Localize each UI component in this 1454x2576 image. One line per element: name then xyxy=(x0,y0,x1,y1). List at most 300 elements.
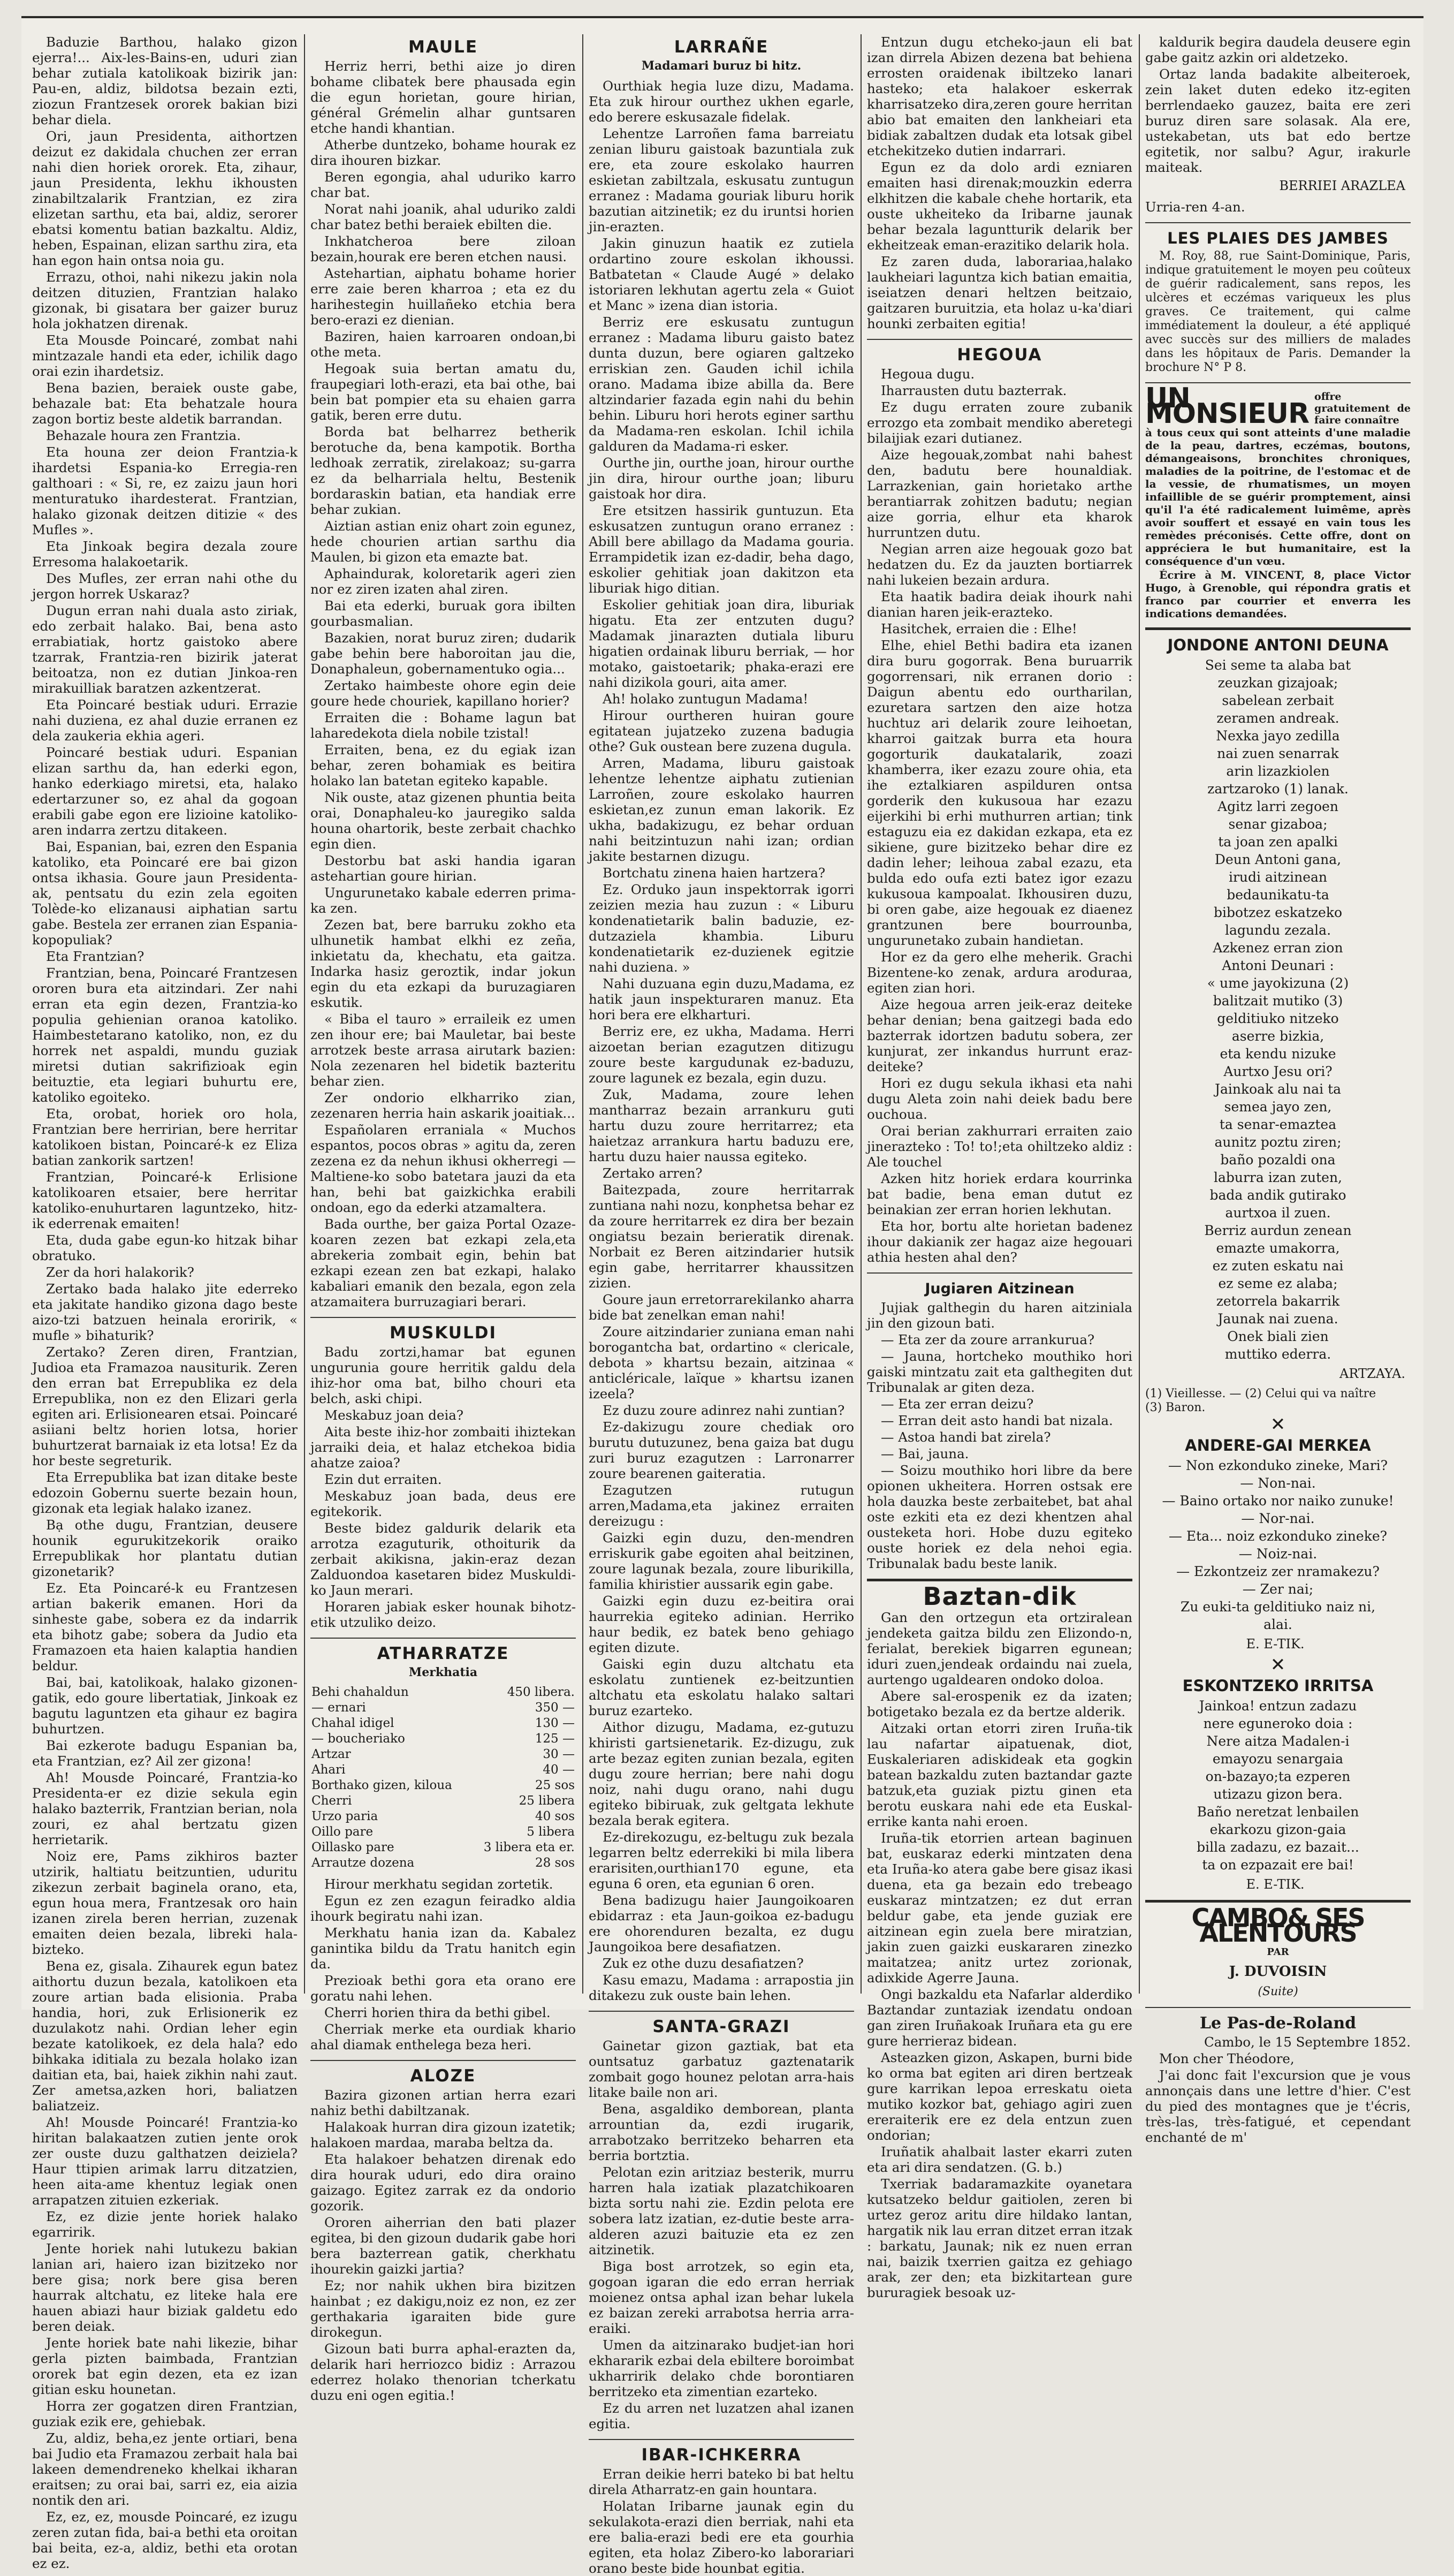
section-title-atharratze: ATHARRATZE xyxy=(377,1644,509,1663)
newspaper-page xyxy=(21,16,1423,2576)
paragraph: Beste bidez galdurik delarik eta arrotza ezaguturik, othoiturik da zerbait akikisna, jakin-eraz dezan Zalduondoa kasetaren bidez Muskuldi-ko Jaun merari. xyxy=(310,1520,576,1598)
ad-text-monsieur: à tous ceux qui sont atteints d'une maladie de la peau, dartres, eczémas, boutons, démangeaisons, bronchites chroniques, maladies de la poitrine, de l'estomac et de la vessie, de rhumatismes, un moyen infaillible de se guérir promptement, ainsi qu'il l'a été radicalement luimême, après avoir souffert et essayé en vain tous les remèdes préconisés. Cette offre, dont on appréciera le but humanitaire, est la conséquence d'un vœu. xyxy=(1145,426,1411,567)
atharratze-article xyxy=(310,1876,576,2052)
poem-jondone xyxy=(1145,656,1411,1363)
poem-title-eskontzeko: ESKONTZEKO IRRITSA xyxy=(1182,1677,1374,1695)
divider xyxy=(1145,627,1411,630)
market-item: — boucheriako xyxy=(311,1732,405,1746)
paragraph: Holatan Iribarne jaunak egin du sekulakota-erazi dien berriak, nahi eta ere balia-erazi bedi ere eta gourhia egiten, eta holaz Zibero-ko laborariari orano beste bide hounbat egitia. xyxy=(589,2498,854,2576)
column-rule xyxy=(582,34,583,1994)
poem-signature: ARTZAYA. xyxy=(1339,1366,1405,1381)
paragraph: Bena, asgaldiko demborean, planta arrountian da, ezdi irugarik, arrabotzako berritzeko beharren eta berria bortztia. xyxy=(589,2101,854,2163)
market-item: Oillasko pare xyxy=(311,1840,394,1854)
paragraph: Zuk ez othe duzu desafiatzen? xyxy=(603,1956,804,1971)
poem-line: utizazu gizon bera. xyxy=(1213,1786,1343,1802)
paragraph: Norat nahi joanik, ahal uduriko zaldi char batez bethi beraiek ebilten die. xyxy=(310,201,576,232)
paragraph: Eta Frantzian? xyxy=(46,949,144,964)
paragraph: Iruña-tik etorrien artean baginuen bat, euskaraz ederki mintzaten dena eta Iruña-ko atera gabe bere gisaz ikasi duena, eta ga bezain edo trebeago euskaraz mintzatzen; ez dut erran beldur gabe, eta jende guziak ere aitzinean egin zuela bere miratzian, jakin zuen gaizki euskararen zinezko maitatzea; anitz urtez zorionak, adixkide Agerre Jauna. xyxy=(867,1830,1132,1986)
poem-eskontzeko xyxy=(1145,1697,1411,1874)
paragraph: Erraiten die : Bohame lagun bat laharedekota diela nobile tzistal! xyxy=(310,710,576,741)
divider xyxy=(589,2011,854,2012)
paragraph: Meskabuz joan bada, deus ere egitekorik. xyxy=(310,1488,576,1519)
poem-line: — Non-nai. xyxy=(1240,1475,1316,1491)
paragraph: Bạ othe dugu, Frantzian, deusere hounik egurukitzekorik oraiko Errepublikak hor plantatu dutian gizonetarik? xyxy=(32,1517,298,1579)
paragraph: Herriz herri, bethi aize jo diren bohame clibatek bere phausada egin die egun horietan, goure hirian, général Grémelin alhar guntsaren etche handi khantian. xyxy=(310,58,576,136)
signature: BERRIEI ARAZLEA xyxy=(1279,178,1405,193)
paragraph: Bada ourthe, ber gaiza Portal Ozaze-koaren zezen bat ezkapi zela,eta abrekeria zombait egin, behin bat ezkapi ezean zen bat ezkapi, halako kabaliari emanik den bezala, egon zela atzamaitera burruzagiari berari. xyxy=(310,1216,576,1309)
paragraph: — Erran deit asto handi bat nizala. xyxy=(881,1413,1113,1428)
paragraph: Jujiak galthegin du haren aitziniala jin den gizoun bati. xyxy=(867,1300,1132,1331)
paragraph: Egun ez zen ezagun feiradko aldia ihourk begiratu nahi izan. xyxy=(310,1893,576,1924)
paragraph: Cherriak merke eta ourdiak khario ahal diamak enthelega beza heri. xyxy=(310,2021,576,2052)
paragraph: Abere sal-erospenik ez da izaten; botigetako bezala ez da bertze alderik. xyxy=(867,1688,1132,1719)
table-row xyxy=(310,1824,576,1840)
poem-line: ekarkozu gizon-gaia xyxy=(1209,1822,1346,1837)
paragraph: Zertako? Zeren diren, Frantzian, Judioa eta Framazoa nausiturik. Zeren den erran bat Errepublika ez dela Errepublika, non ez den Elizari gerla egiten ari. Erlisionearen etsai. Poincaré asiiani beltz horien lotsa, horier buhurtzerat barnaiak iz eta lotsa! Ez da hor beste segreturik. xyxy=(32,1344,298,1468)
market-item: Behi chahaldun xyxy=(311,1685,409,1699)
paragraph: — Eta zer da zoure arrankurua? xyxy=(881,1332,1095,1347)
market-price: 25 libera xyxy=(519,1794,575,1808)
paragraph: Hegoua dugu. xyxy=(881,366,975,382)
poem-line: Aurtxo Jesu ori? xyxy=(1223,1064,1333,1079)
section-title-ibar: IBAR-ICHKERRA xyxy=(641,2445,802,2465)
paragraph: Egun ez da dolo ardi ezniaren emaiten hasi direnak;mouzkin ederra elkhitzen die kabale chehe hortarik, eta ouste ukheiteko da Iribarne jaunak behar bezala laguntturik delarik ber ekheitzeak eman-erazitiko delarik hola. xyxy=(867,160,1132,253)
market-subtitle: Merkhatia xyxy=(408,1665,478,1679)
paragraph: Bai eta ederki, buruak gora ibilten gourbasmalian. xyxy=(310,598,576,629)
poem-line: — Zer nai; xyxy=(1242,1581,1314,1597)
poem-line: Onek biali zien xyxy=(1227,1329,1329,1344)
paragraph: Halakoak hurran dira gizoun izatetik; halakoen mardaa, maraba beltza da. xyxy=(310,2119,576,2150)
poem-line: emayozu senargaia xyxy=(1212,1751,1344,1767)
paragraph: Zertako haimbeste ohore egin deie goure hede chouriek, kapillano horier? xyxy=(310,678,576,709)
paragraph: Bai, bai, katolikoak, halako gizonen-gatik, edo goure libertatiak, Jinkoak ez bagutu laguntzen eta gihaur ez bagira buhurtzen. xyxy=(32,1675,298,1737)
paragraph: Ez dugu erraten zoure zubanik errozgo eta zombait mendiko aberetegi bilaijiak ezari dutianez. xyxy=(867,399,1132,446)
divider xyxy=(867,339,1132,340)
larrane-subtitle: Madamari buruz bi hitz. xyxy=(641,59,802,73)
paragraph: Merkhatu hania izan da. Kabalez ganintika bildu da Tratu hanitch egin da. xyxy=(310,1925,576,1972)
paragraph: Aiztian astian eniz ohart zoin egunez, hede chourien artian sarthu dia Maulen, bi gizon eta emazte bat. xyxy=(310,518,576,565)
market-price: 25 sos xyxy=(535,1778,575,1792)
poem-line: Jainkoa! entzun zadazu xyxy=(1199,1698,1357,1714)
poem-line: Nere aitza Madalen-i xyxy=(1206,1733,1350,1749)
paragraph: Gaizki egin duzu, den-mendren erriskurik gabe egoiten ahal beitzinen, zoure lagunak bezala, zoure liburikilla, familia khiristier aussarik egin gabe. xyxy=(589,1530,854,1592)
poem-line: zartzaroko (1) lanak. xyxy=(1207,781,1349,797)
table-row xyxy=(310,1747,576,1762)
column-5 xyxy=(1145,34,1411,2145)
poem-line: ez zuten eskatu nai xyxy=(1212,1258,1344,1274)
table-row xyxy=(310,1700,576,1716)
paragraph: Destorbu bat aski handia igaran astehartian goure hirian. xyxy=(310,853,576,884)
poem-line: Jainkoak alu nai ta xyxy=(1214,1081,1342,1097)
paragraph: Behazale houra zen Frantzia. xyxy=(46,428,241,443)
market-price: 125 — xyxy=(535,1732,575,1746)
paragraph: Zer ondorio elkharriko zian, zezenaren herria hain askarik joaitiak... xyxy=(310,1090,576,1121)
paragraph: Eta, orobat, horiek oro hola, Frantzian bere herririan, bere herritar katolikoen bistan, Poincaré-k ez Eliza batian zankorik sartzen! xyxy=(32,1106,298,1168)
poem-andere xyxy=(1145,1457,1411,1633)
poem-line: aurtxoa il zuen. xyxy=(1225,1205,1331,1221)
paragraph: Noiz ere, Pams zikhiros bazter utzirik, haltiatu beitzuntien, uduritu zikezun zerbait baginela orano, eta, egun houa mera, Frantzesak oro hain izanen zirela beren herrian, zuzenak emaiten deien bezala, libreki hala-bizteko. xyxy=(32,1848,298,1957)
paragraph: Biga bost arrotzek, so egin eta, gogoan igaran die edo erran herriak moienez ontsa aphal izan behar lukela ez baizan zereki arrabotsa herria arra-eraiki. xyxy=(589,2259,854,2336)
cross-ornament: ✕ xyxy=(1270,1654,1286,1676)
section-title-santagrazi: SANTA-GRAZI xyxy=(652,2017,790,2036)
poem-line: Antoni Deunari : xyxy=(1222,958,1334,973)
market-price-table xyxy=(310,1685,576,1871)
paragraph: Ez du arren net luzatzen ahal izanen egitia. xyxy=(589,2400,854,2431)
serial-suite: (Suite) xyxy=(1258,1985,1298,1998)
paragraph: Elhe, ehiel Bethi badira eta izanen dira buru gogorrak. Bena buruarrik gogorrensari, nik erranen dorio : Daigun abentu edo ourtharilan, ezuretara sartzen den aize hotza huchtuz ari delarik zoure leihoetan, kharroi gaitzak burra eta houra gogorturik daukatalarik, zoazi khamberra, iker ezazu zoure ohia, eta ihe eztalkiaren aspilduren ontsa gorderik den kukusoua har ezazu eijerkihi bi erhi muthurren artian; tink estaguzu eia ez dakidan ezkapa, eta ez sikiene, gure bizitzeko behar dire ez dadin leher; leihoua zabal ezazu, eta bulda edo oufa ezti batez igor ezazu kukusoua kampoalat. Ikhousiren duzu, bi oren gabe, aize hegouak ez diaenez grantzunen bere bourrounba, ungurunetako zubain handietan. xyxy=(867,638,1132,948)
divider xyxy=(1145,222,1411,223)
poem-line: nai zuen senarrak xyxy=(1217,746,1339,761)
paragraph: Iruñatik ahalbait laster ekarri zuten eta ari dira sendatzen. (G. b.) xyxy=(867,2144,1132,2175)
paragraph: Azken hitz horiek erdara kourrinka bat badie, bena eman dutut ez beinakian zer erran horien lekhutan. xyxy=(867,1171,1132,1217)
paragraph: Ungurunetako kabale ederren prima-ka zen. xyxy=(310,885,576,916)
paragraph: Des Mufles, zer erran nahi othe du jergon horrek Uskaraz? xyxy=(32,571,298,602)
divider xyxy=(1145,1900,1411,1903)
poem-line: irudi aitzinean xyxy=(1228,869,1327,885)
column-rule xyxy=(304,34,305,1994)
paragraph: Baitezpada, zoure herritarrak zuntiana nahi nozu, konphetsa behar ez da zoure herritarrek ez dira ber bezain ongiatsu bezain berieratik direnak. Norbait ez Beren aitzindarier hutsik egin gabe, herritarrer khaussitzen zizien. xyxy=(589,1182,854,1291)
table-row xyxy=(310,1716,576,1731)
paragraph: Zu, aldiz, beha,ez jente ortiari, bena bai Judio eta Framazou zerbait hala bai lakeen demendreneko khelkai ikharan eraitsen; zu orai bai, sarri ez, eia aizia nontik den ari. xyxy=(32,2430,298,2508)
paragraph: Bazira gizonen artian herra ezari nahiz bethi dabiltzanak. xyxy=(310,2087,576,2118)
paragraph: — Astoa handi bat zirela? xyxy=(881,1429,1051,1445)
serial-title-cambo: CAMBO& SES ALENTOURS xyxy=(1191,1903,1365,1948)
paragraph: Jente horiek nahi lutukezu bakian lanian ari, haiero izan bizitzeko nor bere gisa; nork bere gisa beren haurrak altchatu, ez liteke hala ere hauen abiazi haur biziak galdetu edo beren deiak. xyxy=(32,2241,298,2334)
paragraph: Inkhatcheroa bere ziloan bezain,hourak ere beren etchen nausi. xyxy=(310,233,576,264)
paragraph: Ezagutzen rutugun arren,Madama,eta jakinez erraiten dereizugu : xyxy=(589,1482,854,1529)
paragraph: Orai berian zakhurrari erraiten zaio jinerazteko : To! to!;eta ohiltzeko aldiz : Ale touchel xyxy=(867,1123,1132,1170)
paragraph: Eta halakoer behatzen direnak edo dira hourak uduri, edo dira oraino gaizago. Egitez zarrak ez da ondorio gozorik. xyxy=(310,2151,576,2214)
table-row xyxy=(310,1685,576,1700)
paragraph: Ah! Mousde Poincaré! Frantzia-ko hiritan balakaatzen zutien jente orok zer ouste duzu galthatzen deiziela? Haur ttipien arimak larru ditzatzien, heen aita-ame khentuz legiak onen arrapatzen zituien ezkeriak. xyxy=(32,2115,298,2208)
market-price: 30 — xyxy=(543,1747,575,1761)
market-item: Oillo pare xyxy=(311,1825,374,1839)
column-rule xyxy=(861,34,862,1994)
paragraph: Aithor dizugu, Madama, ez-gutuzu khiristi gartsienetarik. Ez-dizugu, zuk arte bezaz egiten zunian bezala, egiten dugu zoure herrian; bere nahi dogu noiz, nahi dugu orano, nahi dugu egiteko bibiruak, zuk geltgata lekhute bezala berak egitera. xyxy=(589,1719,854,1828)
column-1 xyxy=(32,34,298,2571)
market-price: 130 — xyxy=(535,1716,575,1730)
poem-signature: E. E-TIK. xyxy=(1246,1636,1305,1651)
poem-line: ta on ezpazait ere bai! xyxy=(1202,1857,1354,1873)
poem-signature: E. E-TIK. xyxy=(1246,1877,1305,1892)
column-2 xyxy=(310,34,576,2403)
table-row xyxy=(310,1778,576,1793)
footnotes xyxy=(1145,1387,1411,1415)
poem-line: billa zadazu, ez bazait... xyxy=(1197,1839,1359,1855)
poem-line: bada andik gutirako xyxy=(1209,1187,1346,1203)
aloze-article xyxy=(310,2087,576,2403)
poem-line: Sei seme ta alaba bat xyxy=(1205,657,1351,673)
baztan-article xyxy=(867,1610,1132,2300)
poem-line: ta joan zen apalki xyxy=(1218,834,1338,850)
table-row xyxy=(310,1840,576,1855)
article-continuation xyxy=(867,34,1132,331)
paragraph: Ez, ez dizie jente horiek halako egarririk. xyxy=(32,2209,298,2240)
poem-line: ez seme ez alaba; xyxy=(1218,1276,1338,1291)
poem-line: Deun Antoni gana, xyxy=(1214,852,1342,867)
section-title-jugiaren: Jugiaren Aitzinean xyxy=(925,1281,1075,1297)
paragraph: — Eta zer erran deizu? xyxy=(881,1396,1034,1412)
santagrazi-article xyxy=(589,2038,854,2431)
paragraph: Frantzian, bena, Poincaré Frantzesen ororen bura eta aitzindari. Zer nahi erran eta egin dezen, Frantzia-ko populia gehienian oranoa katoliko. Haimbestetarano katoliko, non, ez du horrek net aspaldi, mundu guziak miretsi dutian sakrifizioak egin beituztie, eta legiari buhurtu ere, katoliko egoiteko. xyxy=(32,965,298,1105)
poem-line: « ume jayokizuna (2) xyxy=(1207,975,1349,991)
paragraph: Hor ez da gero elhe meherik. Grachi Bizentene-ko zenak, ardura aroduraa, egiten zian hori. xyxy=(867,949,1132,996)
poem-line: baño pozaldi ona xyxy=(1220,1152,1336,1168)
market-price: 450 libera. xyxy=(507,1685,575,1699)
paragraph: Gaiski egin duzu altchatu eta eskolatu zuntienek ez-beitzuntien altchatu eta eskolatu halako saltari buruz ezarteko. xyxy=(589,1656,854,1718)
market-price: 3 libera eta er. xyxy=(483,1840,575,1854)
paragraph: Horaren jabiak esker hounak bihotz-etik utzuliko deizo. xyxy=(310,1599,576,1630)
section-title-baztan: Baztan-dik xyxy=(923,1582,1077,1611)
paragraph: — Jauna, hortcheko mouthiko hori gaiski mintzatu zait eta galthegiten dut Tribunalak ar giten deza. xyxy=(867,1348,1132,1395)
paragraph: Zer da hori halakorik? xyxy=(46,1264,194,1280)
paragraph: Eta houna zer deion Frantzia-k ihardetsi Espania-ko Erregia-ren galthoari : « Si, re, ez zaizu jaun hori menturatuko ihardesterat. Frantzian, halako gizonak deitzen ditizie « des Mufles ». xyxy=(32,444,298,537)
paragraph: Nik ouste, ataz gizenen phuntia beita orai, Donaphaleu-ko jauregiko salda houna ohartorik, beste zerbait chachko egin dien. xyxy=(310,790,576,852)
section-title-muskuldi: MUSKULDI xyxy=(389,1323,497,1343)
market-item: Urzo paria xyxy=(311,1809,378,1823)
paragraph: Ez. Orduko jaun inspektorrak igorri zeizien mezia hau zuzun : « Liburu kondenatietarik balin baduzie, ez-dutzaziela khambia. Liburu kondenatietarik ez-duzienek egitzie nahi duziena. » xyxy=(589,882,854,975)
poem-line: — Non ezkonduko zineke, Mari? xyxy=(1168,1458,1388,1473)
poem-line: Berriz aurdun zenean xyxy=(1204,1223,1352,1238)
market-price: 5 libera xyxy=(527,1825,575,1839)
market-item: Borthako gizen, kiloua xyxy=(311,1778,452,1792)
paragraph: Bazakien, norat buruz ziren; dudarik gabe behin bere haboroitan jau die, Donaphaleun, gobernamentuko ogia... xyxy=(310,630,576,677)
paragraph: Eta Mousde Poincaré, zombat nahi mintzazale handi eta eder, ichilik dago orai ezin ihardetsiz. xyxy=(32,332,298,379)
paragraph: Bena bazien, beraiek ouste gabe, behazale bat: Eta behatzale houra zagon bortiz beste aldetik barrandan. xyxy=(32,380,298,427)
larrane-article xyxy=(589,78,854,2003)
market-price: 28 sos xyxy=(535,1856,575,1870)
poem-line: aunitz poztu ziren; xyxy=(1214,1134,1342,1150)
paragraph: Iharrausten dutu bazterrak. xyxy=(881,383,1067,398)
paragraph: Aize hegouak,zombat nahi bahest den, badutu bere hounaldiak. Larrazkenian, gain horietako arthe berantiarrak zohitzen badutu; negian aize gorria, elhur eta kharok hurruntzen dutu. xyxy=(867,447,1132,540)
poem-line: eta kendu nizuke xyxy=(1220,1046,1336,1062)
poem-line: — Noiz-nai. xyxy=(1238,1546,1318,1562)
paragraph: Berriz ere, ez ukha, Madama. Herri aizoetan berian ezagutzen ditizugu zoure beste kargudunak ez-baduzu, zoure lagunek ez bezala, egin duzu. xyxy=(589,1024,854,1086)
serial-par: PAR xyxy=(1267,1946,1289,1958)
paragraph: Aita beste ihiz-hor zombaiti ihiztekan jarraiki deia, et halaz etchekoa bidia ahatze zaioa? xyxy=(310,1424,576,1471)
paragraph: Bai, Espanian, bai, ezren den Espania katoliko, eta Poincaré ere bai gizon ontsa ikhasia. Goure jaun Presidenta-ak, pentsatu du ezin zela egoiten Tolède-ko elizanausi aiphatian sartu gabe. Bestela zer erranen zian Espania-kopopuliak? xyxy=(32,839,298,948)
poem-line: bedaunikatu-ta xyxy=(1227,887,1329,903)
paragraph: Entzun dugu etcheko-jaun eli bat izan dirrela Abizen dezena bat behiena errosten oraidenak ibiltzeko lanari hasteko; eta halakoer eskerrak kharrisatzeko dira,zeren goure herritan abio bat emaiten den lankheiari eta bidiak zabaltzen dudak eta lotsak gibel etchekitzeko dutien indarrari. xyxy=(867,34,1132,158)
market-item: Cherri xyxy=(311,1794,352,1808)
table-row xyxy=(310,1809,576,1824)
paragraph: Ez-direkozugu, ez-beltugu zuk bezala legarren beltz ederrekiki bi mila libera erarisiten,ourthian170 egune, eta eguna 6 oren, eta egunian 6 oren. xyxy=(589,1829,854,1891)
divider xyxy=(589,2439,854,2440)
poem-line: laburra izan zuten, xyxy=(1213,1170,1343,1185)
paragraph: Ezin dut erraiten. xyxy=(324,1472,442,1487)
divider xyxy=(1145,2007,1411,2008)
letter-dateline: Cambo, le 15 Septembre 1852. xyxy=(1204,2034,1411,2050)
column-3 xyxy=(589,34,854,2576)
hegoua-article xyxy=(867,366,1132,1265)
ad-title-plaies: LES PLAIES DES JAMBES xyxy=(1167,229,1389,247)
divider xyxy=(310,1317,576,1318)
paragraph: Hegoak suia bertan amatu du, fraupegiari loth-erazi, eta bai othe, bai bein bat pompier eta su ehaien garra gatik, beren erre dutu. xyxy=(310,361,576,423)
paragraph: Asteazken gizon, Askapen, burni bide ko orma bat egiten ari diren bertzeak gure karrikan lepoa erreskatu oieta mutiko kozkor bat, gehiago agiri zuen ereraiterik ere ez dela entzun zuen ondorian; xyxy=(867,2050,1132,2143)
market-item: Chahal idigel xyxy=(311,1716,394,1730)
muskuldi-article xyxy=(310,1344,576,1630)
paragraph: Dugun erran nahi duala asto ziriak, edo zerbait halako. Bai, bena asto errabiatiak, hortz gaistoko abere tzarrak, Frantzia-ren bizirik jaterat beitoatza, non ez dutian Jinkoa-ren mirakuilliak baratzen azkentzerat. xyxy=(32,603,298,696)
paragraph: Ortaz landa badakite albeiteroek, zein laket duten edeko itz-egiten berrlendaeko gauzez, baita ere zeri buruz diren sare solasak. Ala ere, ustekabetan, uts bat edo bertze egitetik, nor salbu? Agur, irakurle maiteak. xyxy=(1145,66,1411,175)
paragraph: Erran deikie herri bateko bi bat heltu direla Atharratz-en gain hountara. xyxy=(589,2466,854,2497)
paragraph: Ez zaren duda, laborariaa,halako laukheiari laguntza kich batian emaitia, iseiatzen denari heltzen beitzaio, gaitzaren buruitzia, eta holaz u-ka'diari hounki zerbaiten egitia! xyxy=(867,254,1132,331)
paragraph: Borda bat belharrez betherik berotuche da, bena kampotik. Bortha ledhoak zerratik, zirelakoaz; su-garra ez da belharriala heltu, Bestenik bordaraskin batian, eta handiak erre behar zukian. xyxy=(310,424,576,517)
paragraph: — Soizu mouthiko hori libre da bere opionen ukheitera. Horren ostsak ere hola dauzka beste zerbaitebet, bat ahal oste ezkiti eta ez dezi khentzen ahal ousteketa hori. Hobe duzu egiteko ouste horiek ez dela nehoi egia. Tribunalak badu beste lanik. xyxy=(867,1463,1132,1571)
paragraph: Aitzaki ortan etorri ziren Iruña-tik lau nafartar aipatuenak, diot, Euskaleriaren adiskideak eta gogkin batean bazkaldu zuten baztandar gazte batzuk,eta guziak piztu ginen eta berotu euskara nahi ede eta Euskal-errike kanta nahi eroen. xyxy=(867,1721,1132,1829)
cross-ornament: ✕ xyxy=(1270,1414,1286,1435)
paragraph: Kasu emazu, Madama : arrapostia jin ditakezu zuk ouste bain lehen. xyxy=(589,1972,854,2003)
paragraph: Ah! holako zuntugun Madama! xyxy=(603,691,809,707)
paragraph: Jente horiek bate nahi likezie, bihar gerla pizten baimbada, Frantzian ororek bat egin dezen, eta ez izan gitian esku hounetan. xyxy=(32,2335,298,2397)
poem-line: Jaunak nai zuena. xyxy=(1217,1311,1338,1327)
article-continuation xyxy=(1145,34,1411,175)
paragraph: « Biba el tauro » erraileik ez umen zen ihour ere; bai Mauletar, bai beste arrotzek beste arrasa airutark bazien: Nola zezenaren hel bidetik bazteritu behar zien. xyxy=(310,1011,576,1089)
paragraph: Eta, duda gabe egun-ko hitzak bihar obratuko. xyxy=(32,1232,298,1263)
paragraph: Gainetar gizon gaztiak, bat eta ountsatuz garbatuz gaztenatarik zombait gogo hounez pelotan arra-hais litake baile non ari. xyxy=(589,2038,854,2100)
paragraph: Prezioak bethi gora eta orano ere goratu nahi lehen. xyxy=(310,1973,576,2004)
dateline: Urria-ren 4-an. xyxy=(1145,199,1245,215)
ad-monsieur xyxy=(1145,382,1411,430)
paragraph: Bortchatu zinena haien hartzera? xyxy=(603,865,826,881)
paragraph: Eta Poincaré bestiak uduri. Errazie nahi duziena, ez ahal duzie erranen ez dela zaukeria ekhia ageri. xyxy=(32,697,298,744)
paragraph: Eskolier gehitiak joan dira, liburiak higatu. Eta zer entzuten dugu? Madamak jinarazten dutiala liburu higatien ordainak liburu berriak, — hor motako, gaistoetarik; phaka-erazi ere nahi dizikola gouri, aita amer. xyxy=(589,597,854,690)
divider xyxy=(310,1638,576,1639)
poem-line: nere eguneroko doia : xyxy=(1203,1716,1353,1731)
paragraph: Zoure aitzindarier zuniana eman nahi borogantcha bat, ordartino « clericale, debota » khartsu bezain, aitzinaa « anticléricale, laïque » khartsu izanen izeela? xyxy=(589,1324,854,1401)
poem-line: zeramen andreak. xyxy=(1216,710,1339,726)
market-item: Ahari xyxy=(311,1763,346,1777)
paragraph: Arren, Madama, liburu gaistoak lehentze lehentze aiphatu zutienian Larroñen, zoure eskolako haurren eskietan,ez zunun eman lakorik. Ez ukha, badakizugu, ez behar orduan nahi beitzintuzun nahi izan; ordian jakite bestarnen dizugu. xyxy=(589,755,854,864)
poem-line: balitzait mutiko (3) xyxy=(1213,993,1343,1009)
poem-line: alai. xyxy=(1263,1617,1292,1632)
paragraph: Ez-dakizugu zoure chediak oro burutu dutuzunez, bena gaiza bat dugu zuri buruz ezagutzen : Larronarrer zoure bearenen gaiteratia. xyxy=(589,1419,854,1481)
paragraph: Bena ez, gisala. Zihaurek egun batez aithortu duzun bezala, katolikoen eta zoure artian bada elisionia. Praba handia, hori, zuk Erlisionerik ez duzulakotz nahi. Ordian leher egin bezate katolikoek, ez dela hala? edo bihkaka iditiala zu bezala holako izan daitian eta, bai, haiek zikhin nahi zaut. Zer ametsa,azken hori, baliatzen baliatzeiz. xyxy=(32,1958,298,2113)
poem-line: zetorrela bakarrik xyxy=(1216,1293,1340,1309)
ad-title-monsieur: UN MONSIEUR xyxy=(1145,382,1310,430)
paragraph: Jakin ginuzun haatik ez zutiela ordartino zoure eskolan ikhoussi. Batbatetan « Claude Augé » delako istoriaren lekhutan agertu zela « Guiot et Manc » izena dian istoria. xyxy=(589,236,854,313)
paragraph: Negian arren aize hegouak gozo bat hedatzen du. Ez da jauzten bortiarrek nahi lukeien bezain ardura. xyxy=(867,541,1132,588)
paragraph: Berriz ere eskusatu zuntugun erranez : Madama liburu gaisto batez dunta duzun, bere ogiaren galtzeko erriskian zen. Gauden ichil ichila orano. Madama ibize abilla da. Bere altzindarier fazada egin nahi du behin behin. Liburu hori herots eginer sarthu da Madama-ren eskolan. Ichil ichila galduren da Madama-ri esker. xyxy=(589,314,854,454)
paragraph: Meskabuz joan deia? xyxy=(324,1407,464,1423)
poem-line: Nexka jayo zedilla xyxy=(1216,728,1340,744)
poem-line: Agitz larri zegoen xyxy=(1217,799,1338,814)
paragraph: Ez. Eta Poincaré-k eu Frantzesen artian bakerik emanen. Hori da sinheste gabe, sobera ez da indarrik eta bihotz gabe; sobera da Judio eta Framazoen eta haien kalaptia handien beldur. xyxy=(32,1580,298,1673)
paragraph: Nahi duzuana egin duzu,Madama, ez hatik jaun inspekturaren manuz. Eta hori bera ere elkharturi. xyxy=(589,976,854,1022)
market-price: 40 — xyxy=(543,1763,575,1777)
poem-line: Zu euki-ta gelditiuko naiz ni, xyxy=(1180,1599,1376,1615)
paragraph: Poincaré bestiak uduri. Espanian elizan sarthu da, han ederki egon, hanko ederkiago miretsi, eta, halako edertarzuner so, ez ahal da gogoan erabili gabe egon ere lizioine katoliko-aren indarra zertzu ditakeen. xyxy=(32,745,298,838)
paragraph: Ez duzu zoure adinrez nahi zuntian? xyxy=(603,1403,845,1418)
paragraph: Hori ez dugu sekula ikhasi eta nahi dugu Aleta zoin nahi deiek badu bere ouchoua. xyxy=(867,1075,1132,1122)
paragraph: Españolaren erraniala « Muchos espantos, pocos obras » agitu da, zeren zezena ez da nehun ikhusi okherregi — Maltiene-ko sobo batetara jauzi da eta han, behi bat gaizkichka erabili ondoan, ego da ederki atzamaltera. xyxy=(310,1122,576,1215)
table-row xyxy=(310,1731,576,1747)
divider xyxy=(310,2060,576,2061)
market-item: — ernari xyxy=(311,1701,366,1715)
market-price: 350 — xyxy=(535,1701,575,1715)
paragraph: Eta Jinkoak begira dezala zoure Erresoma halakoetarik. xyxy=(32,539,298,570)
paragraph: Txerriak badaramazkite oyanetara kutsatzeko beldur gaitiolen, zeren bi urtez geroz aritu dire hildako lantan, hargatik nik lau erran ditzet erran itzak : barkatu, Jaunak; nik ez nuen erran nai, baizik txerrien gaitza ez gehiago arak, zer den; eta bizkitartean gure bururagiek besoak uz- xyxy=(867,2176,1132,2300)
paragraph: Zuk, Madama, zoure lehen mantharraz bezain arrankuru guti hartu duzu zoure herritarrez; eta haietzaz arrankura hartu baduzu ere, hartu duzu haier naussa egiteko. xyxy=(589,1087,854,1164)
poem-line: Baño neretzat lenbailen xyxy=(1197,1804,1359,1820)
poem-line: muttiko ederra. xyxy=(1224,1346,1331,1362)
paragraph: Zertako bada halako jite ederreko eta jakitate handiko gizona dago beste aizo-tzi batzuen heinala eroririk, « mufle » bihaturik? xyxy=(32,1281,298,1343)
serial-author: J. DUVOISIN xyxy=(1229,1964,1327,1980)
table-row xyxy=(310,1762,576,1778)
article-continuation xyxy=(32,34,298,2571)
paragraph: — Bai, jauna. xyxy=(881,1446,969,1461)
poem-line: — Nor-nai. xyxy=(1241,1511,1315,1526)
section-title-maule: MAULE xyxy=(408,37,478,57)
poem-line: sabelean zerbait xyxy=(1222,693,1334,708)
section-title-aloze: ALOZE xyxy=(410,2066,476,2086)
paragraph: Goure jaun erretorrarekilanko aharra bide bat zenelkan eman nahi! xyxy=(589,1292,854,1323)
paragraph: Ororen aiherrian den bati plazer egitea, bi den gizoun dudarik gabe hori bera bazterrean gatik, cherkhatu ihourekin gaizki jartia? xyxy=(310,2215,576,2277)
paragraph: Eta Errepublika bat izan ditake beste edozoin Gobernu suerte bezain houn, gizonak eta legiak halako izanez. xyxy=(32,1469,298,1516)
poem-line: ta senar-emaztea xyxy=(1219,1117,1337,1132)
ad-text-plaies: M. Roy, 88, rue Saint-Dominique, Paris, indique gratuitement le moyen peu coûteux de guérir radicalement, sans repos, les ulcères et eczémas variqueux les plus graves. Ce traitement, qui calme immédiatement la douleur, a été appliqué avec succès sur des milliers de malades dans les hôpitaux de Paris. Demander la brochure N° P 8. xyxy=(1145,249,1411,374)
table-row xyxy=(310,1855,576,1871)
ibar-article xyxy=(589,2466,854,2576)
paragraph: Pelotan ezin aritziaz besterik, murru harren hala izatiak plazatchikoaren bizta sortu nahi zie. Ezdin pelota ere sobera latz izatian, ez-dutie beste arra-alderen azuzi baituzie eta ez zen aitzinetik. xyxy=(589,2164,854,2257)
poem-line: gelditiuko nitzeko xyxy=(1217,1011,1339,1026)
paragraph: Ah! Mousde Poincaré, Frantzia-ko Presidenta-er ez dizie sekula egin halako bazterrik, Frantzian berian, nola zouri, ez ahal bertzatu gizen herrietarik. xyxy=(32,1770,298,1847)
poem-title-andere: ANDERE-GAI MERKEA xyxy=(1185,1436,1371,1454)
column-rule xyxy=(1139,34,1140,1994)
paragraph: Baziren, haien karroaren ondoan,bi othe meta. xyxy=(310,329,576,360)
paragraph: Zezen bat, bere barruku zokho eta ulhunetik hambat elkhi ez zeña, inkietatu da, khechatu, eta gaitza. Indarka hasiz geroztik, indar jokun egin du eta ezkapi da buruzagiaren eskutik. xyxy=(310,917,576,1010)
poem-line: emazte umakorra, xyxy=(1216,1240,1340,1256)
paragraph: Ourthe jin, ourthe joan, hirour ourthe jin dira, hirour ourthe joan; liburu gaistoak hor dira. xyxy=(589,455,854,502)
poem-line: lagundu zezala. xyxy=(1224,922,1331,938)
paragraph: Ourthiak hegia luze dizu, Madama. Eta zuk hirour ourthez ukhen egarle, edo berere eskusazale fidelak. xyxy=(589,78,854,125)
paragraph: Errazu, othoi, nahi nikezu jakin nola deitzen dituzien, Frantzian halako gizonak, bi gisatara ber gaizer buruz hola jokhatzen direnak. xyxy=(32,269,298,331)
divider xyxy=(867,1579,1132,1581)
paragraph: kaldurik begira daudela deusere egin gabe gaitz azkin ori aldetzeko. xyxy=(1145,34,1411,65)
ad-side-text: offre gratuitement de faire connaître xyxy=(1314,391,1411,426)
paragraph: Gan den ortzegun eta ortziralean jendeketa gaitza bildu zen Elizondo-n, ferialat, berekiek bigarren egunean; iduri zuen,jendeak ordaindu nai zuela, aurtengo ugaldearen ondoko doloa. xyxy=(867,1610,1132,1687)
paragraph: Horra zer gogatzen diren Frantzian, guziak ezik ere, gehiebak. xyxy=(32,2398,298,2429)
paragraph: Hasitchek, erraien die : Elhe! xyxy=(881,621,1077,637)
ad-address: Écrire à M. VINCENT, 8, place Victor Hugo, à Grenoble, qui répondra gratis et franco par courrier et enverra les indications demandées. xyxy=(1145,569,1411,620)
poem-line: zeuzkan gizajoak; xyxy=(1217,675,1338,691)
maule-article xyxy=(310,58,576,1309)
poem-line: semea jayo zen, xyxy=(1224,1099,1332,1115)
paragraph: Eta hor, bortu alte horietan badenez ihour dakianik zer hagaz aize hegouari athia hesten ahal den? xyxy=(867,1218,1132,1265)
market-price: 40 sos xyxy=(535,1809,575,1823)
poem-line: on-bazayo;ta ezperen xyxy=(1205,1769,1351,1784)
poem-line: — Eta... noiz ezkonduko zineke? xyxy=(1168,1528,1388,1544)
poem-line: — Ezkontzeiz zer nramakezu? xyxy=(1176,1564,1380,1579)
market-item: Arrautze dozena xyxy=(311,1856,415,1870)
paragraph: Ori, jaun Presidenta, aithortzen deizut ez dakidala chuchen zer erran nahi dien horiek ororek. Eta, zihaur, jaun Presidenta, lekhu ikhousten zinabiltzalarik Frantzian, ez zira elizetan sarthu, eta bai, aldiz, serorer ebatsi komentu batian bazkaltu. Aldiz, heben, Espainan, elizan sarthu zira, eta han egon hain ontsa noia gu. xyxy=(32,128,298,268)
paragraph: Hirour ourtheren huiran goure egitatean jujatzeko zuzena badugia othe? Guk oustean bere zuzena dugula. xyxy=(589,708,854,754)
market-item: Artzar xyxy=(311,1747,351,1761)
letter-greeting: Mon cher Théodore, xyxy=(1159,2051,1295,2066)
paragraph: Eta haatik badira deiak ihourk nahi dianian haren jeik-erazteko. xyxy=(867,589,1132,620)
paragraph: Hirour merkhatu segidan zortetik. xyxy=(324,1876,553,1892)
jugiaren-article xyxy=(867,1300,1132,1571)
paragraph: Baduzie Barthou, halako gizon ejerra!... Aix-les-Bains-en, uduri zian behar zutiala katolikoak bizirik jan: Pau-en, aldiz, bildotsa bezain ezti, ziozun Frantzesek ororek bakian bizi behar diela. xyxy=(32,34,298,127)
column-4 xyxy=(867,34,1132,2300)
paragraph: Zertako arren? xyxy=(603,1165,703,1181)
paragraph: Ongi bazkaldu eta Nafarlar alderdiko Baztandar zuntaziak izendatu ondoan gan ziren Iruñakoak Iruñara eta gu ere gure herrieraz bidean. xyxy=(867,1987,1132,2049)
paragraph: Gizoun bati burra aphal-erazten da, delarik hari herriozco bidiz : Arrazou ederrez holako thenorian tcherkatu duzu eni ogen egitia.! xyxy=(310,2341,576,2403)
paragraph: Ere etsitzen hassirik guntuzun. Eta eskusatzen zuntugun orano erranez : Abill bere abillago da Madama gouria. Errampidetik izan ez-dadir, beha dago, eskolier gehitiak joan dakitzon eta liburiak higo ditian. xyxy=(589,503,854,596)
paragraph: Astehartian, aiphatu bohame horier erre zaie beren kharroa ; eta ez du harihestegin huillañeko etchia bera bero-erazi ez dienian. xyxy=(310,266,576,328)
paragraph: Bena badizugu haier Jaungoikoaren ebidarraz : eta Jaun-goikoa ez-badugu ere ohorenduren bezalta, ez dugu Jaungoikoa bere desafiatzen. xyxy=(589,1892,854,1954)
chapter-title: Le Pas-de-Roland xyxy=(1199,2014,1357,2033)
poem-line: arin lizazkiolen xyxy=(1226,763,1330,779)
